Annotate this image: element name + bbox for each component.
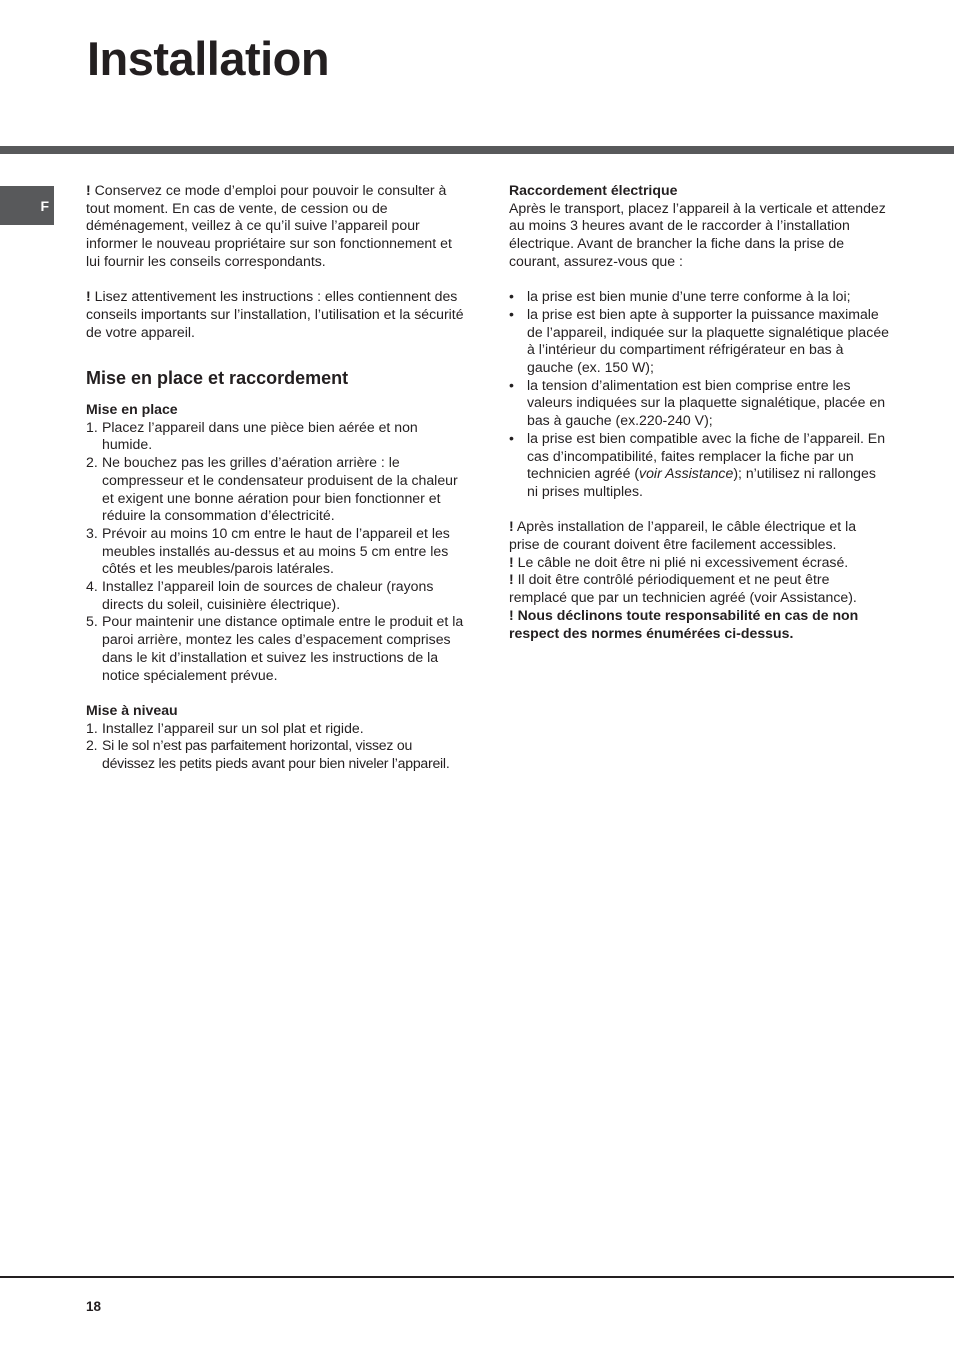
- list-number: 5.: [86, 613, 98, 630]
- section-heading: Mise en place et raccordement: [86, 368, 349, 388]
- bullet-icon: •: [509, 305, 514, 322]
- bullet-icon: •: [509, 429, 514, 446]
- list-item: [86, 720, 466, 738]
- warning-check: [509, 571, 889, 606]
- list-item: [509, 288, 889, 306]
- right-column: [509, 182, 889, 642]
- list-text: ); n’utilisez ni rallonges ni prises multiples.: [527, 465, 876, 499]
- list-item: [509, 377, 889, 430]
- placement-heading: Mise en place: [86, 401, 178, 417]
- list-item: [86, 737, 466, 772]
- note-text: Lisez attentivement les instructions : elles contiennent des conseils importants sur l’installation, l’utilisation et la sécurité de votre appareil.: [86, 288, 464, 340]
- footer-divider: [0, 1276, 954, 1278]
- leveling-list: [86, 720, 466, 773]
- list-text: la prise est bien munie d’une terre conforme à la loi;: [527, 288, 851, 305]
- warning-text: Il doit être contrôlé périodiquement et ne peut être remplacé que par un technicien agréé (voir Assistance).: [509, 571, 857, 606]
- exclamation-mark: !: [86, 288, 91, 305]
- list-item: [86, 419, 466, 454]
- leveling-heading: Mise à niveau: [86, 701, 178, 718]
- list-text: Pour maintenir une distance optimale entre le produit et la paroi arrière, montez les cales d’espacement comprises dans le kit d’installation et suivez les instructions de la notice spécialement prévue.: [102, 613, 464, 683]
- list-item: [86, 454, 466, 525]
- exclamation-mark: !: [86, 182, 91, 198]
- list-text: la prise est bien apte à supporter la puissance maximale de l’appareil, indiquée sur la plaquette signalétique placée à l’intérieur du compartiment réfrigérateur en bas à gauche (ex. 150 W);: [527, 305, 889, 376]
- left-column: [86, 182, 466, 773]
- list-number: 3.: [86, 524, 98, 541]
- bullet-icon: •: [509, 288, 514, 305]
- list-text: la prise est bien compatible avec la fiche de l’appareil. En cas d’incompatibilité, faites remplacer la fiche par un technicien agréé (: [527, 429, 886, 482]
- bullet-icon: •: [509, 376, 514, 393]
- list-item: [86, 578, 466, 613]
- header-divider: [0, 146, 954, 154]
- list-number: 1.: [86, 719, 98, 736]
- electrical-checklist: [509, 288, 889, 500]
- exclamation-mark: !: [509, 518, 514, 535]
- list-text: Installez l’appareil sur un sol plat et rigide.: [102, 719, 364, 736]
- language-tab: [0, 186, 54, 225]
- warning-liability: [509, 607, 889, 642]
- warning-text: Après installation de l’appareil, le câble électrique et la prise de courant doivent être facilement accessibles.: [509, 518, 857, 553]
- list-item: [86, 525, 466, 578]
- page-number: 18: [86, 1299, 102, 1314]
- note-text: Conservez ce mode d’emploi pour pouvoir le consulter à tout moment. En cas de vente, de cession ou de déménagement, veillez à ce qu’il suive l’appareil pour informer le nouveau propriétaire sur son fonctionnement et lui fournir les conseils correspondants.: [86, 182, 452, 269]
- warning-text: Nous déclinons toute responsabilité en cas de non respect des normes énumérées ci-dessus.: [509, 606, 859, 641]
- exclamation-mark: !: [509, 553, 514, 570]
- exclamation-mark: !: [509, 571, 514, 588]
- list-text: Installez l’appareil loin de sources de chaleur (rayons directs du soleil, cuisinière électrique).: [102, 578, 434, 612]
- list-item: [86, 613, 466, 684]
- placement-list: [86, 419, 466, 685]
- language-tab-label: F: [40, 197, 49, 214]
- list-text-italic: voir Assistance: [639, 465, 734, 482]
- list-text: Prévoir au moins 10 cm entre le haut de l’appareil et les meubles installés au-dessus et au moins 5 cm entre les côtés et les meubles/parois latérales.: [102, 524, 450, 577]
- electrical-heading: Raccordement électrique: [509, 182, 678, 198]
- list-number: 2.: [86, 737, 98, 754]
- warning-cable: [509, 554, 889, 572]
- warning-accessible: [509, 518, 889, 553]
- list-text: la tension d’alimentation est bien comprise entre les valeurs indiquées sur la plaquette signalétique, placée en bas à gauche (ex.220-240 V);: [527, 376, 886, 429]
- exclamation-mark: !: [509, 606, 514, 623]
- note-keep-manual: [86, 182, 466, 271]
- list-item: [509, 430, 889, 501]
- electrical-intro: Après le transport, placez l’appareil à la verticale et attendez au moins 3 heures avant de le raccorder à l’installation électrique. Avant de brancher la fiche dans la prise de courant, assurez-vous que :: [509, 199, 886, 269]
- page-title: Installation: [87, 32, 330, 85]
- list-number: 4.: [86, 578, 98, 595]
- list-text: Placez l’appareil dans une pièce bien aérée et non humide.: [102, 418, 418, 453]
- list-number: 1.: [86, 418, 98, 435]
- warning-text: Le câble ne doit être ni plié ni excessivement écrasé.: [513, 553, 849, 570]
- list-text: Ne bouchez pas les grilles d’aération arrière : le compresseur et le condensateur produisent de la chaleur et exigent une bonne aération pour bien fonctionner et réduire la consommation d’électricité.: [102, 454, 458, 524]
- list-item: [509, 306, 889, 377]
- list-text: Si le sol n’est pas parfaitement horizontal, vissez ou dévissez les petits pieds avant pour bien niveler l’appareil.: [102, 737, 450, 772]
- list-number: 2.: [86, 454, 98, 471]
- note-read-instructions: [86, 288, 466, 341]
